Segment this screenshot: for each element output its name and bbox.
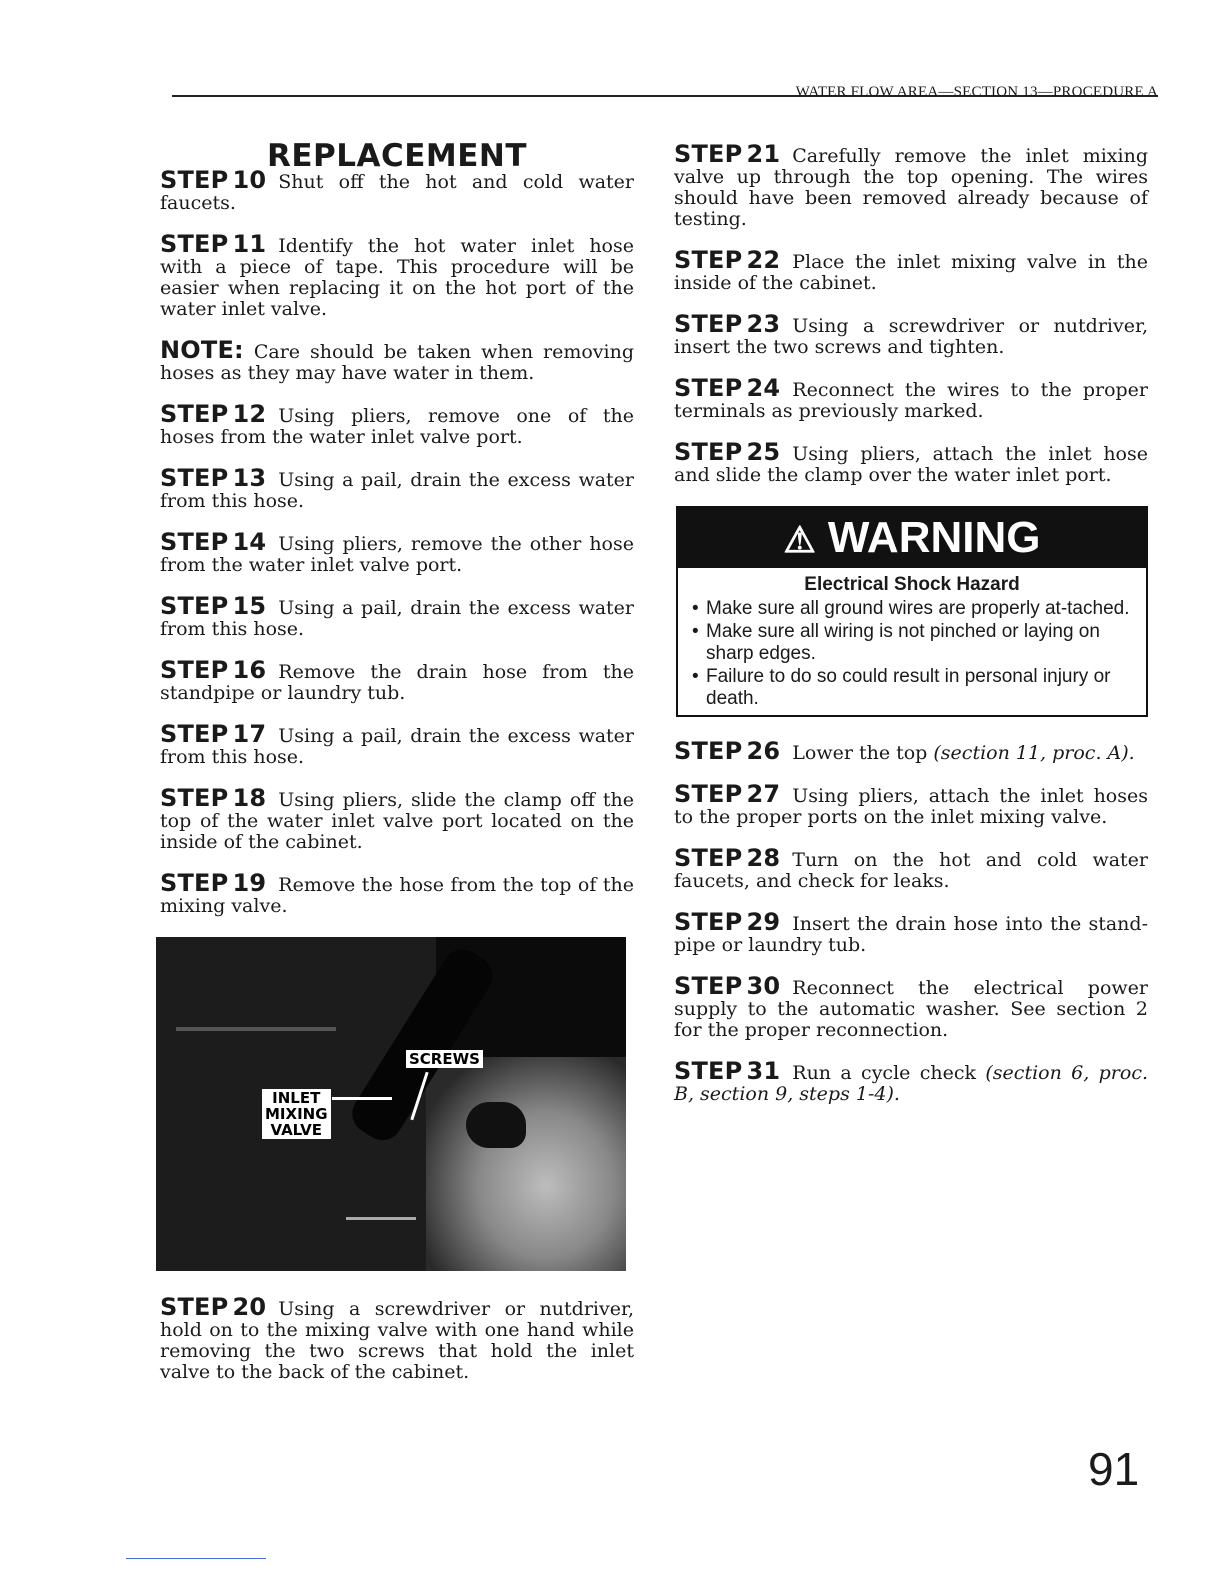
- step-text: Using pliers, attach the inlet hoses to the proper ports on the inlet mixing valve.: [674, 785, 1148, 828]
- step-text: Reconnect the wires to the proper terminals as previously marked.: [674, 379, 1148, 422]
- step-12: [160, 400, 634, 448]
- panel-edge: [176, 1027, 336, 1031]
- step-text: Run a cycle check: [792, 1062, 977, 1084]
- step-text: Turn on the hot and cold water faucets, and check for leaks.: [674, 849, 1148, 892]
- step-28: [674, 844, 1148, 892]
- inlet-mixing-valve-label: [262, 1089, 331, 1139]
- right-column: [674, 140, 1149, 1125]
- step-label: STEP 31: [674, 1057, 781, 1085]
- step-reference: (section 11, proc. A).: [933, 742, 1135, 764]
- note: [160, 336, 634, 384]
- step-text: Identify the hot water inlet hose with a piece of tape. This procedure will be easier when replacing it on the hot port of the water inlet valve.: [160, 235, 634, 320]
- inlet-label-line-2: MIXING: [265, 1105, 328, 1123]
- step-text: Using a screwdriver or nutdriver, hold on to the mixing valve with one hand while removing the two screws that hold the inlet valve to the back of the cabinet.: [160, 1298, 634, 1383]
- step-label: STEP 23: [674, 310, 781, 338]
- step-label: STEP 20: [160, 1293, 267, 1321]
- left-column: [160, 138, 634, 1403]
- step-13: [160, 464, 634, 512]
- warning-title: WARNING: [827, 513, 1041, 562]
- warning-item: • Make sure all wiring is not pinched or laying on sharp edges.: [706, 621, 1134, 665]
- step-25: [674, 438, 1148, 486]
- step-27: [674, 780, 1148, 828]
- step-22: [674, 246, 1148, 294]
- warning-box: [676, 506, 1148, 717]
- step-30: [674, 972, 1148, 1041]
- step-17: [160, 720, 634, 768]
- inlet-label-line-3: VALVE: [270, 1121, 323, 1139]
- step-15: [160, 592, 634, 640]
- step-label: STEP 14: [160, 528, 267, 556]
- step-label: STEP 25: [674, 438, 781, 466]
- right-steps-b: [674, 780, 1148, 1041]
- step-11: [160, 230, 634, 320]
- step-text: Using pliers, attach the inlet hose and slide the clamp over the water inlet port.: [674, 443, 1148, 486]
- step-21: [674, 140, 1148, 230]
- panel-edge-low: [346, 1217, 416, 1220]
- step-text: Insert the drain hose into the stand-pipe or laundry tub.: [674, 913, 1148, 956]
- step-label: STEP 10: [160, 166, 267, 194]
- step-text: Using a screwdriver or nutdriver, insert the two screws and tighten.: [674, 315, 1148, 358]
- step-10: [160, 166, 634, 214]
- step-text: Using pliers, remove the other hose from the water inlet valve port.: [160, 533, 634, 576]
- warning-triangle-icon: ⚠: [783, 519, 816, 560]
- step-label: STEP 12: [160, 400, 267, 428]
- step-18: [160, 784, 634, 853]
- right-steps-a: [674, 140, 1148, 486]
- step-text: Remove the drain hose from the standpipe or laundry tub.: [160, 661, 634, 704]
- step-text: Remove the hose from the top of the mixing valve.: [160, 874, 634, 917]
- step-label: STEP 24: [674, 374, 781, 402]
- step-label: STEP 27: [674, 780, 781, 808]
- warning-bar: [678, 508, 1146, 568]
- step-14: [160, 528, 634, 576]
- step-label: STEP 13: [160, 464, 267, 492]
- footer-rule: [126, 1558, 266, 1559]
- step-19: [160, 869, 634, 917]
- page-number: 91: [1088, 1443, 1140, 1495]
- step-text: Shut off the hot and cold water faucets.: [160, 171, 634, 214]
- step-31: [674, 1057, 1149, 1105]
- inlet-valve-photo: [156, 937, 626, 1271]
- step-label: STEP 18: [160, 784, 267, 812]
- inlet-pointer: [332, 1097, 392, 1100]
- step-reference: (section 6, proc. B, section 9, steps 1-4).: [674, 1062, 1149, 1105]
- step-label: STEP 15: [160, 592, 267, 620]
- step-23: [674, 310, 1148, 358]
- step-text: Carefully remove the inlet mixing valve up through the top opening. The wires should have been removed already because of testing.: [674, 145, 1148, 230]
- step-label: STEP 22: [674, 246, 781, 274]
- step-text: Lower the top: [792, 742, 928, 764]
- note-text: Care should be taken when removing hoses as they may have water in them.: [160, 341, 634, 384]
- step-label: STEP 29: [674, 908, 781, 936]
- section-heading: REPLACEMENT: [266, 138, 528, 174]
- inlet-label-line-1: INLET: [272, 1089, 321, 1107]
- note-label: NOTE:: [160, 336, 244, 364]
- step-29: [674, 908, 1148, 956]
- step-24: [674, 374, 1148, 422]
- step-label: STEP 21: [674, 140, 781, 168]
- warning-list: [678, 598, 1146, 715]
- step-text: Using a pail, drain the excess water from this hose.: [160, 469, 634, 512]
- warning-subtitle: Electrical Shock Hazard: [804, 574, 1020, 595]
- running-header: WATER FLOW AREA—SECTION 13—PROCEDURE A: [795, 84, 1158, 100]
- step-label: STEP 19: [160, 869, 267, 897]
- step-text: Using pliers, remove one of the hoses from the water inlet valve port.: [160, 405, 634, 448]
- left-steps-a: [160, 166, 634, 320]
- step-label: STEP 17: [160, 720, 267, 748]
- step-label: STEP 11: [160, 230, 267, 258]
- step-text: Reconnect the electrical power supply to the automatic washer. See section 2 for the proper reconnection.: [674, 977, 1148, 1041]
- step-20: [160, 1293, 634, 1383]
- hand-silhouette: [466, 1102, 526, 1148]
- left-steps-b: [160, 400, 634, 917]
- step-text: Using pliers, slide the clamp off the top of the water inlet valve port located on the inside of the cabinet.: [160, 789, 634, 853]
- lit-area: [426, 1057, 626, 1271]
- step-26: [674, 737, 1148, 765]
- step-label: STEP 16: [160, 656, 267, 684]
- step-text: Place the inlet mixing valve in the inside of the cabinet.: [674, 251, 1148, 294]
- step-label: STEP 30: [674, 972, 781, 1000]
- warning-item: • Make sure all ground wires are properly at-tached.: [706, 598, 1134, 620]
- step-text: Using a pail, drain the excess water from this hose.: [160, 597, 634, 640]
- step-label: STEP 26: [674, 737, 781, 765]
- screws-label: SCREWS: [406, 1050, 483, 1068]
- warning-item: • Failure to do so could result in personal injury or death.: [706, 666, 1134, 710]
- step-text: Using a pail, drain the excess water from this hose.: [160, 725, 634, 768]
- step-label: STEP 28: [674, 844, 781, 872]
- step-16: [160, 656, 634, 704]
